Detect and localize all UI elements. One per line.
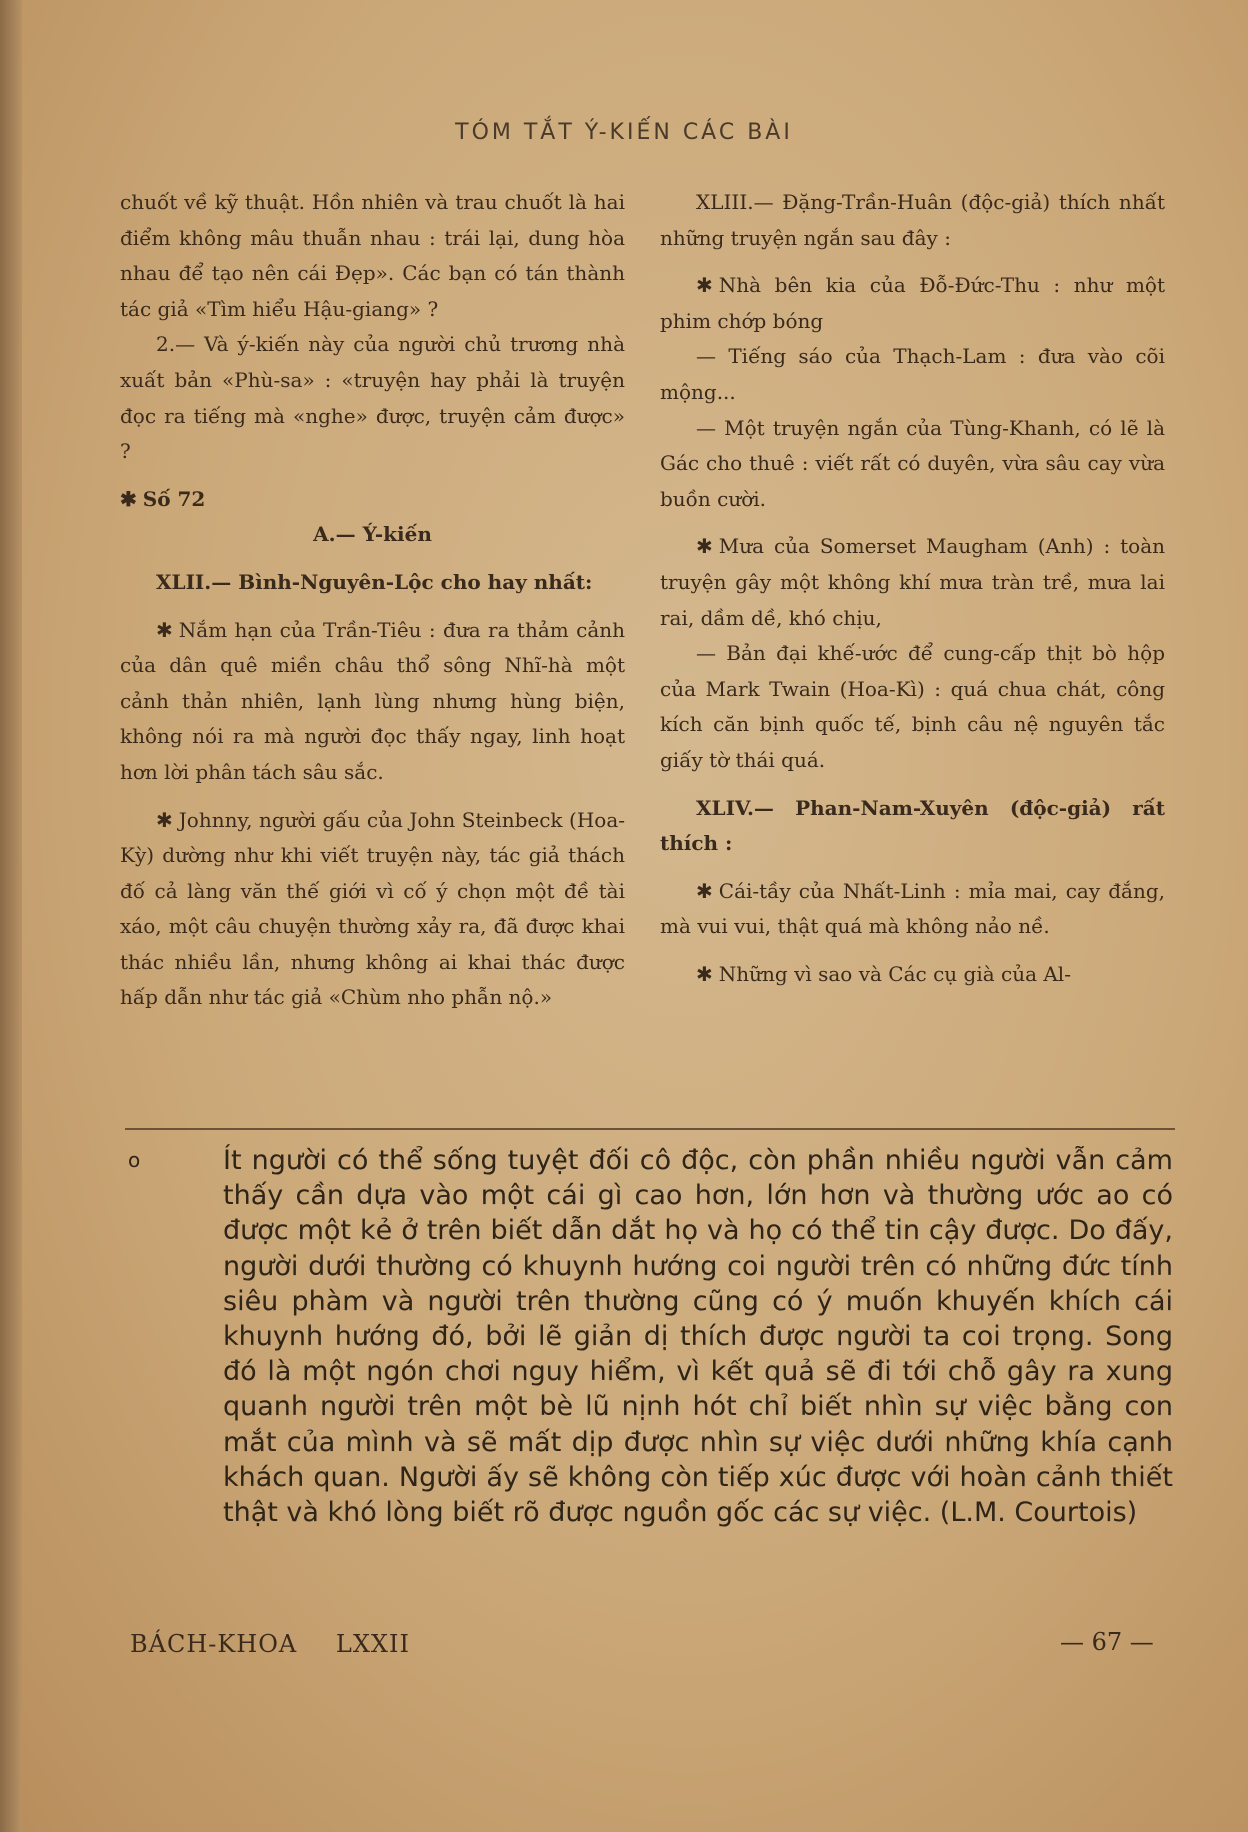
left-column-paragraph [120, 613, 625, 791]
left-column-paragraph [120, 327, 625, 469]
right-column-paragraph [660, 957, 1165, 993]
right-column-paragraph [660, 185, 1165, 256]
paragraph-text: Mưa của Somerset Maugham (Anh) : toàn truyện gây một không khí mưa tràn trề, mưa lai rai, dầm dề, khó chịu, [660, 534, 1165, 630]
paragraph-text: — Bản đại khế-ước để cung-cấp thịt bò hộp của Mark Twain (Hoa-Kì) : quá chua chát, công kích căn bịnh quốc tế, bịnh câu nệ nguyên tắc giấy tờ thái quá. [660, 641, 1165, 772]
quote-text: Ít người có thể sống tuyệt đối cô độc, còn phần nhiều người vẫn cảm thấy cần dựa vào một cái gì cao hơn, lớn hơn và thường ước ao có được một kẻ ở trên biết dẫn dắt họ và họ có thể tin cậy được. Do đấy, người dưới thường có khuynh hướng coi người trên có những đức tính siêu phàm và người trên thường cũng có ý muốn khuyến khích cái khuynh hướng đó, bởi lẽ giản dị thích được người ta coi trọng. Song đó là một ngón chơi nguy hiểm, vì kết quả sẽ đi tới chỗ gây ra xung quanh người trên một bè lũ nịnh hót chỉ biết nhìn sự việc bằng con mắt của mình và sẽ mất dịp được nhìn sự việc dưới những khía cạnh khách quan. Người ấy sẽ không còn tiếp xúc được với hoàn cảnh thiết thật và khó lòng biết rõ được nguồn gốc các sự việc. (L.M. Courtois) [223, 1145, 1173, 1529]
issue-number: LXXII [335, 1630, 410, 1658]
paragraph-text: Những vì sao và Các cụ già của Al- [718, 961, 1071, 986]
publication-name: BÁCH-KHOA [130, 1630, 298, 1658]
right-column-paragraph [660, 339, 1165, 410]
star-bullet-icon: ✱ [696, 961, 713, 986]
left-column-paragraph [120, 803, 625, 1017]
paragraph-text: — Tiếng sáo của Thạch-Lam : đưa vào cõi mộng... [660, 344, 1165, 404]
right-column-paragraph [660, 874, 1165, 945]
paragraph-text: Nhà bên kia của Đỗ-Đức-Thu : như một phim chớp bóng [660, 273, 1165, 333]
right-column-paragraph [660, 791, 1165, 862]
paragraph-text: chuốt về kỹ thuật. Hồn nhiên và trau chuốt là hai điểm không mâu thuẫn nhau : trái lại, dung hòa nhau để tạo nên cái Đẹp». Các bạn có tán thành tác giả «Tìm hiểu Hậu-giang» ? [120, 190, 625, 321]
paragraph-text: A.— Ý-kiến [313, 522, 432, 547]
left-column-paragraph [120, 517, 625, 553]
right-column-paragraph [660, 636, 1165, 778]
left-column-paragraph [120, 185, 625, 327]
star-bullet-icon: ✱ [696, 534, 713, 559]
section-divider [125, 1128, 1175, 1130]
right-column-paragraph [660, 529, 1165, 636]
paragraph-text: Johnny, người gấu của John Steinbeck (Hoa-Kỳ) dường như khi viết truyện này, tác giả thách đố cả làng văn thế giới vì cố ý chọn một đề tài xáo, một câu chuyện thường xảy ra, đã được khai thác nhiều lần, nhưng không ai khai thác được hấp dẫn như tác giả «Chùm nho phẫn nộ.» [120, 807, 625, 1010]
star-bullet-icon: ✱ [696, 878, 713, 903]
star-bullet-icon: ✱ [120, 486, 137, 511]
left-column-paragraph [120, 482, 625, 518]
paragraph-text: Nắm hạn của Trần-Tiêu : đưa ra thảm cảnh của dân quê miền châu thổ sông Nhĩ-hà một cảnh thản nhiên, lạnh lùng nhưng hùng biện, không nói ra mà người đọc thấy ngay, linh hoạt hơn lời phân tách sâu sắc. [120, 617, 625, 784]
paragraph-text: Số 72 [142, 486, 206, 511]
page-number: — 67 — [1060, 1628, 1154, 1656]
footer-publication [130, 1630, 410, 1658]
paragraph-text: XLIV.— Phan-Nam-Xuyên (độc-giả) rất thích : [660, 795, 1165, 856]
page-edge [0, 0, 22, 1832]
star-bullet-icon: ✱ [156, 617, 173, 642]
right-column [660, 185, 1165, 992]
left-column [120, 185, 625, 1016]
paragraph-text: 2.— Và ý-kiến này của người chủ trương nhà xuất bản «Phù-sa» : «truyện hay phải là truyện đọc ra tiếng mà «nghe» được, truyện cảm được» ? [120, 332, 625, 464]
star-bullet-icon: ✱ [696, 273, 713, 298]
right-column-paragraph [660, 268, 1165, 339]
left-column-paragraph [120, 565, 625, 601]
star-bullet-icon: ✱ [156, 807, 173, 832]
page-header: TÓM TẮT Ý-KIẾN CÁC BÀI [455, 120, 793, 145]
paragraph-text: — Một truyện ngắn của Tùng-Khanh, có lẽ là Gác cho thuê : viết rất có duyên, vừa sâu cay vừa buồn cười. [660, 415, 1165, 511]
paragraph-text: XLII.— Bình-Nguyên-Lộc cho hay nhất: [156, 569, 593, 594]
paragraph-text: XLIII.— Đặng-Trần-Huân (độc-giả) thích nhất những truyện ngắn sau đây : [660, 190, 1165, 250]
quote-marker: o [128, 1148, 141, 1172]
right-column-paragraph [660, 411, 1165, 518]
paragraph-text: Cái-tầy của Nhất-Linh : mỉa mai, cay đắng, mà vui vui, thật quá mà không nảo nề. [660, 878, 1165, 939]
quote-block [128, 1143, 1173, 1530]
